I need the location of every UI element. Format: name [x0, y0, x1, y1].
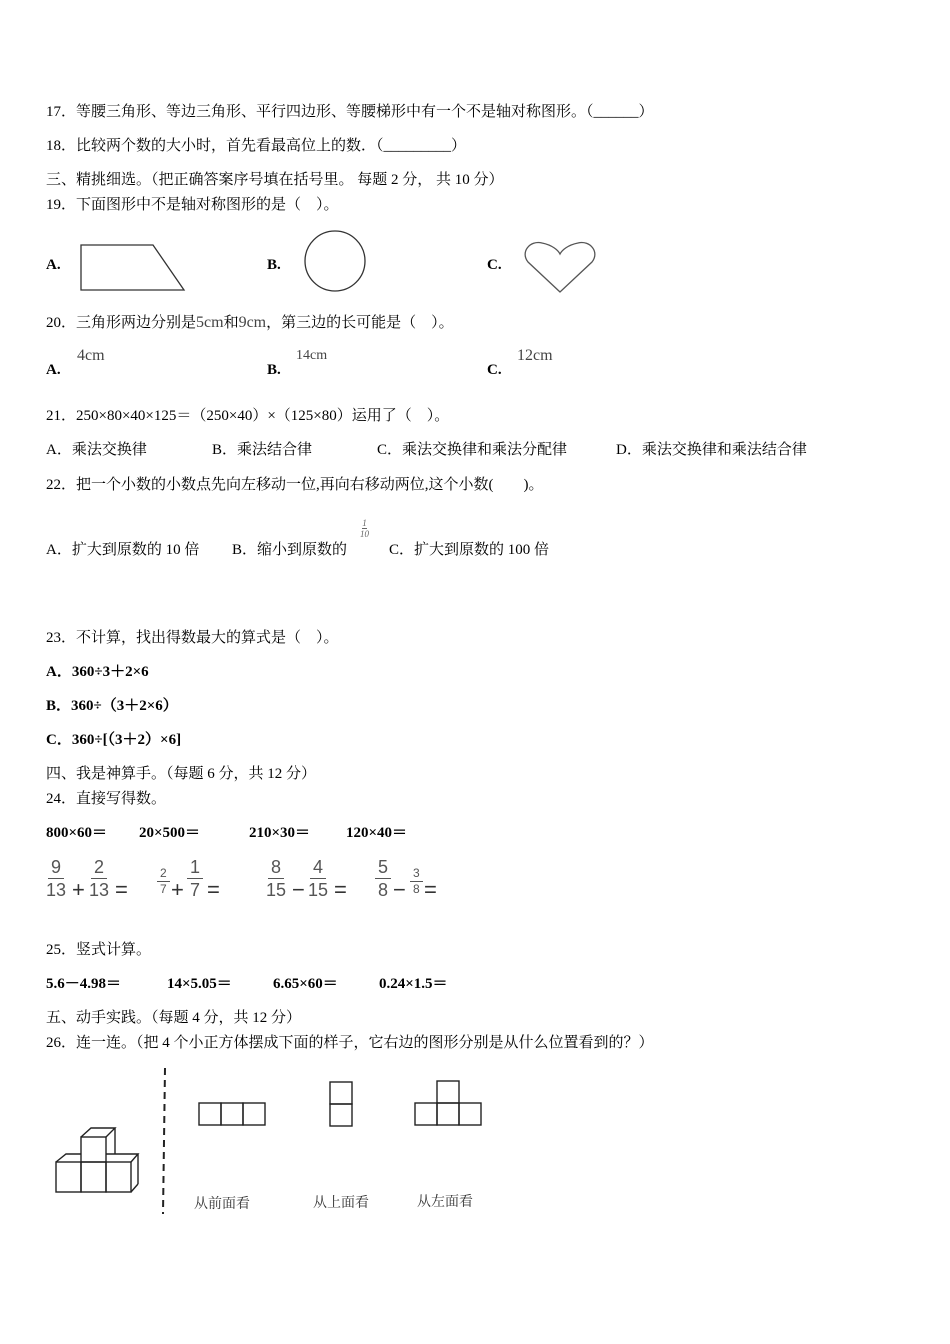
fraction: [89, 856, 109, 901]
equals-sign: =: [115, 877, 128, 902]
top-view-figure: [328, 1080, 354, 1128]
calc-4: 120×40＝: [346, 825, 408, 841]
left-view-figure: [413, 1079, 483, 1127]
option-a-label: A.: [46, 257, 61, 273]
fraction: [375, 856, 391, 901]
cube-stack-figure: [50, 1120, 150, 1198]
option-c-label: C.: [487, 257, 502, 273]
section-3-heading: 三、精挑细选。（把正确答案序号填在括号里。 每题 2 分， 共 10 分）: [46, 172, 504, 188]
question-22: 22．把一个小数的小数点先向左移动一位,再向右移动两位,这个小数( )。: [46, 477, 544, 493]
fraction-one-tenth: [360, 518, 369, 539]
option-a-label: A.: [46, 362, 61, 378]
numerator: 1: [187, 856, 203, 879]
question-20: [46, 313, 454, 333]
equals-sign: =: [334, 877, 347, 902]
minus-sign: −: [292, 877, 305, 902]
denominator: 15: [308, 880, 329, 900]
numerator: 4: [310, 856, 326, 879]
fraction: [410, 866, 423, 897]
section-4-heading: 四、我是神算手。（每题 6 分，共 12 分）: [46, 766, 317, 782]
side-2: 9cm: [238, 314, 267, 331]
option-b: B．360÷（3＋2×6）: [46, 698, 178, 714]
option-a-value: 4cm: [77, 347, 105, 364]
numerator: 9: [48, 856, 64, 879]
option-b: B．乘法结合律: [212, 442, 313, 458]
denominator: 7: [160, 882, 167, 896]
numerator: 2: [157, 866, 170, 882]
numerator: 3: [410, 866, 423, 882]
option-b-value: 14cm: [296, 348, 328, 363]
option-b: B．缩小到原数的: [232, 542, 348, 558]
section-5-heading: 五、动手实践。（每题 4 分，共 12 分）: [46, 1010, 302, 1026]
numerator: 8: [268, 856, 284, 879]
numerator: 5: [375, 856, 391, 879]
calc-1: 5.6－4.98＝: [46, 976, 122, 992]
circle-shape: [302, 229, 368, 293]
option-d: D．乘法交换律和乘法结合律: [616, 442, 807, 458]
equals-sign: =: [424, 877, 437, 902]
option-a: A．乘法交换律: [46, 442, 147, 458]
calc-4: 0.24×1.5＝: [379, 976, 448, 992]
and-text: 和: [223, 315, 239, 331]
plus-sign: +: [171, 877, 184, 902]
calc-2: 14×5.05＝: [167, 976, 232, 992]
stem-part: ，第三边的长可能是（ ）。: [266, 315, 454, 331]
front-view-figure: [197, 1101, 267, 1127]
denominator: 7: [190, 880, 201, 900]
numerator: 2: [91, 856, 107, 879]
option-c-label: C.: [487, 362, 502, 378]
option-b-label: B.: [267, 362, 281, 378]
question-18: 18．比较两个数的大小时，首先看最高位上的数．（_________）: [46, 138, 467, 154]
fraction: [46, 856, 66, 901]
fraction: [187, 856, 203, 901]
option-b-label: B.: [267, 257, 281, 273]
plus-sign: +: [72, 877, 85, 902]
option-c-value: 12cm: [517, 347, 553, 364]
stem-part: 20．三角形两边分别是: [46, 315, 197, 331]
denominator: 13: [46, 880, 67, 900]
question-25: 25．竖式计算。: [46, 942, 152, 958]
denominator: 10: [360, 529, 369, 539]
denominator: 8: [378, 880, 389, 900]
calc-2: 20×500＝: [139, 825, 201, 841]
heart-shape: [522, 240, 598, 296]
view-label-left: 从左面看: [417, 1194, 473, 1210]
question-21: 21．250×80×40×125＝（250×40）×（125×80）运用了（ ）。: [46, 408, 450, 424]
option-c: C．乘法交换律和乘法分配律: [377, 442, 568, 458]
equals-sign: =: [207, 877, 220, 902]
option-c: C．360÷[（3＋2）×6]: [46, 732, 182, 748]
question-26: 26．连一连。（把 4 个小正方体摆成下面的样子，它右边的图形分别是从什么位置看到的？）: [46, 1035, 654, 1051]
denominator: 13: [89, 880, 110, 900]
option-c: C．扩大到原数的 100 倍: [389, 542, 550, 558]
dashed-divider: [160, 1068, 170, 1214]
question-17: 17．等腰三角形、等边三角形、平行四边形、等腰梯形中有一个不是轴对称图形。（______）: [46, 104, 654, 120]
option-a: A．扩大到原数的 10 倍: [46, 542, 200, 558]
question-24: 24．直接写得数。: [46, 791, 167, 807]
calc-3: 210×30＝: [249, 825, 311, 841]
trapezoid-shape: [78, 242, 188, 294]
question-23: 23．不计算，找出得数最大的算式是（ ）。: [46, 630, 339, 646]
view-label-front: 从前面看: [194, 1196, 250, 1212]
denominator: 8: [413, 882, 420, 896]
fraction: [157, 866, 170, 897]
question-19: 19．下面图形中不是轴对称图形的是（ ）。: [46, 197, 339, 213]
fraction: [266, 856, 286, 901]
denominator: 15: [266, 880, 287, 900]
minus-sign: −: [393, 877, 406, 902]
fraction: [308, 856, 328, 901]
option-a: A．360÷3＋2×6: [46, 664, 149, 680]
calc-1: 800×60＝: [46, 825, 108, 841]
side-1: 5cm: [196, 314, 224, 331]
view-label-top: 从上面看: [313, 1195, 369, 1211]
numerator: 1: [362, 518, 367, 528]
calc-3: 6.65×60＝: [273, 976, 338, 992]
